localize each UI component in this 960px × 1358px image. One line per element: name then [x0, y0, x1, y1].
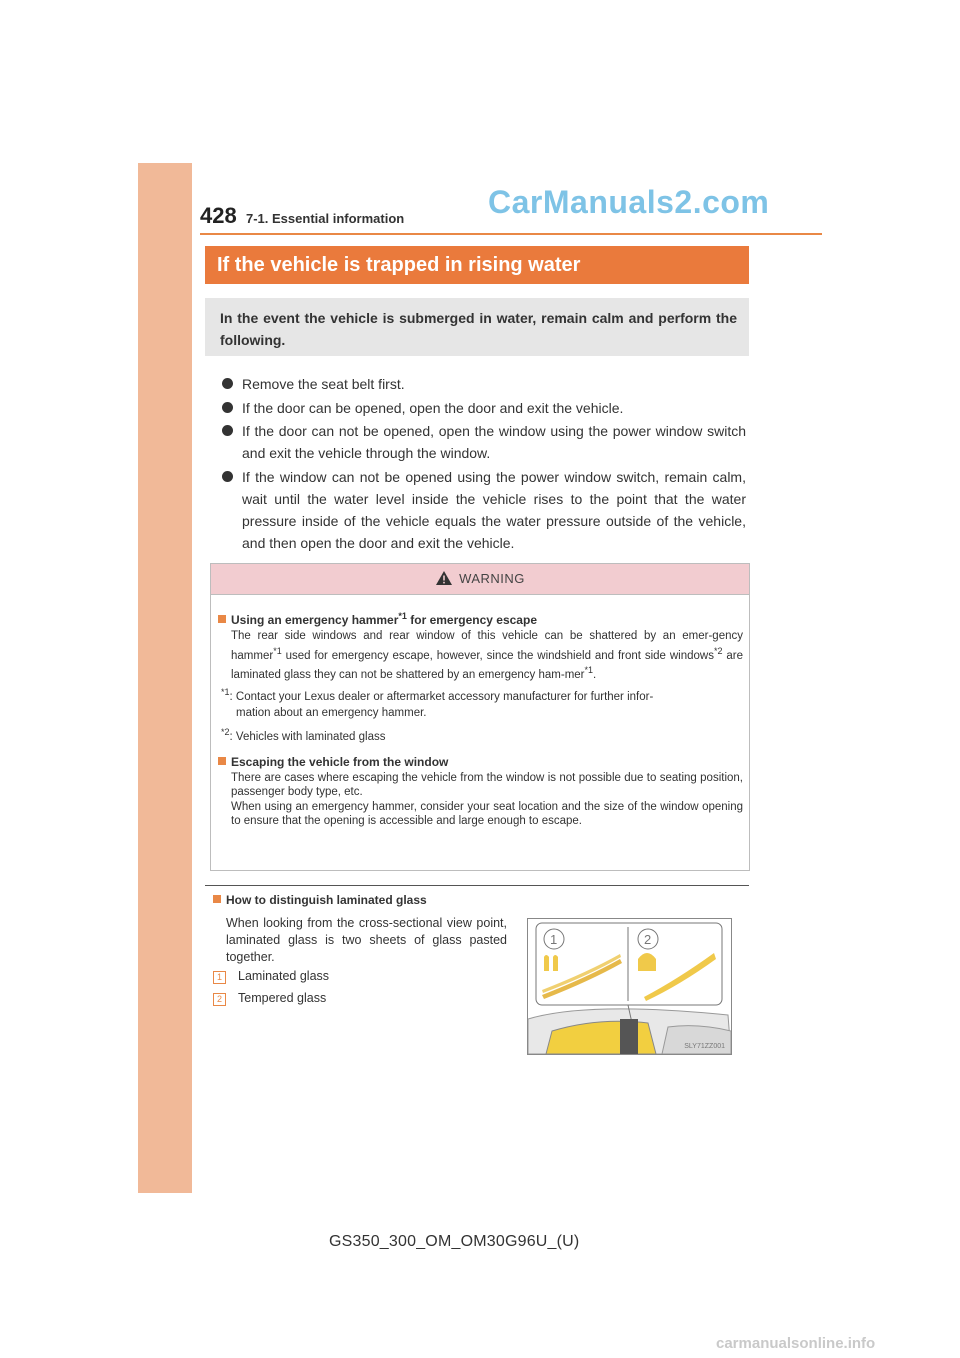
footnote-2: $^{*2}$: Vehicles with laminated glass: [221, 726, 386, 743]
glass-cross-section-image: [528, 919, 731, 1054]
legend-item-1: 1 Laminated glass: [213, 969, 329, 984]
number-1-icon: 1: [213, 971, 226, 984]
warning-paragraph: There are cases where escaping the vehicle from the window is not possible due to seating position, passenger body type, etc.: [231, 771, 743, 799]
warning-header: [211, 564, 749, 595]
warning-subheading-hammer: Using an emergency hammer$^{*1}$ for emergency escape: [218, 607, 743, 629]
section-divider: [205, 885, 749, 886]
watermark-logo: CarManuals2.com: [488, 184, 770, 220]
laminated-description: When looking from the cross-sectional view point, laminated glass is two sheets of glass pasted together.: [226, 916, 507, 964]
topic-title: If the vehicle is trapped in rising water: [205, 246, 749, 284]
bullet-icon: [222, 378, 233, 389]
bullet-icon: [222, 471, 233, 482]
laminated-heading: How to distinguish laminated glass: [213, 893, 427, 907]
square-bullet-icon: [213, 895, 221, 903]
footer-watermark: carmanualsonline.info: [716, 1335, 876, 1352]
image-code: SLY71ZZ001: [684, 1043, 725, 1050]
footnote-1: $^{*1}$: Contact your Lexus dealer or aftermarket accessory manufacturer for further infor-: [221, 687, 654, 703]
list-item: Remove the seat belt first.: [222, 373, 746, 395]
list-item: If the door can be opened, open the door and exit the vehicle.: [222, 397, 746, 419]
bullet-icon: [222, 402, 233, 413]
bullet-icon: [222, 425, 233, 436]
warning-heading: WARNING: [459, 571, 525, 586]
square-bullet-icon: [218, 757, 226, 765]
svg-text:1: 1: [550, 932, 558, 947]
section-title: 7-1. Essential information: [246, 211, 405, 226]
instruction-list: [222, 373, 746, 555]
svg-text:2: 2: [644, 932, 652, 947]
warning-subheading-escape: Escaping the vehicle from the window: [218, 753, 743, 771]
list-item: If the window can not be opened using the power window switch, remain calm, wait until the water level inside the vehicle rises to the point that the water pressure inside of the vehicle equals the water pressure outside of the vehicle, and then open the door and exit the vehicle.: [222, 466, 746, 554]
list-item: If the door can not be opened, open the window using the power window switch and exit the vehicle through the window.: [222, 420, 746, 464]
footer-document-code: GS350_300_OM_OM30G96U_(U): [329, 1233, 580, 1250]
warning-paragraph: When using an emergency hammer, consider your seat location and the size of the window opening to ensure that the opening is accessible and large enough to escape.: [231, 800, 743, 828]
footnote-1-cont: mation about an emergency hammer.: [236, 706, 427, 719]
warning-body: [218, 607, 743, 829]
number-2-icon: 2: [213, 993, 226, 1006]
warning-triangle-icon: [435, 570, 453, 586]
glass-illustration: [527, 918, 732, 1055]
square-bullet-icon: [218, 615, 226, 623]
chapter-side-tab: [138, 163, 192, 1193]
warning-box: [210, 563, 750, 871]
warning-paragraph: The rear side windows and rear window of this vehicle can be shattered by an emer-gency hammer$^{*1}$ used for emergency escape, however, since the windshield and front side windows$^{*2}$ are laminated glass they can not be shattered by an emergency ham-mer$^{*1}$.: [231, 630, 743, 681]
header-divider: [200, 233, 822, 235]
legend-item-2: 2 Tempered glass: [213, 991, 326, 1006]
page-number: 428: [200, 203, 237, 228]
intro-box: In the event the vehicle is submerged in water, remain calm and perform the following.: [205, 298, 749, 356]
